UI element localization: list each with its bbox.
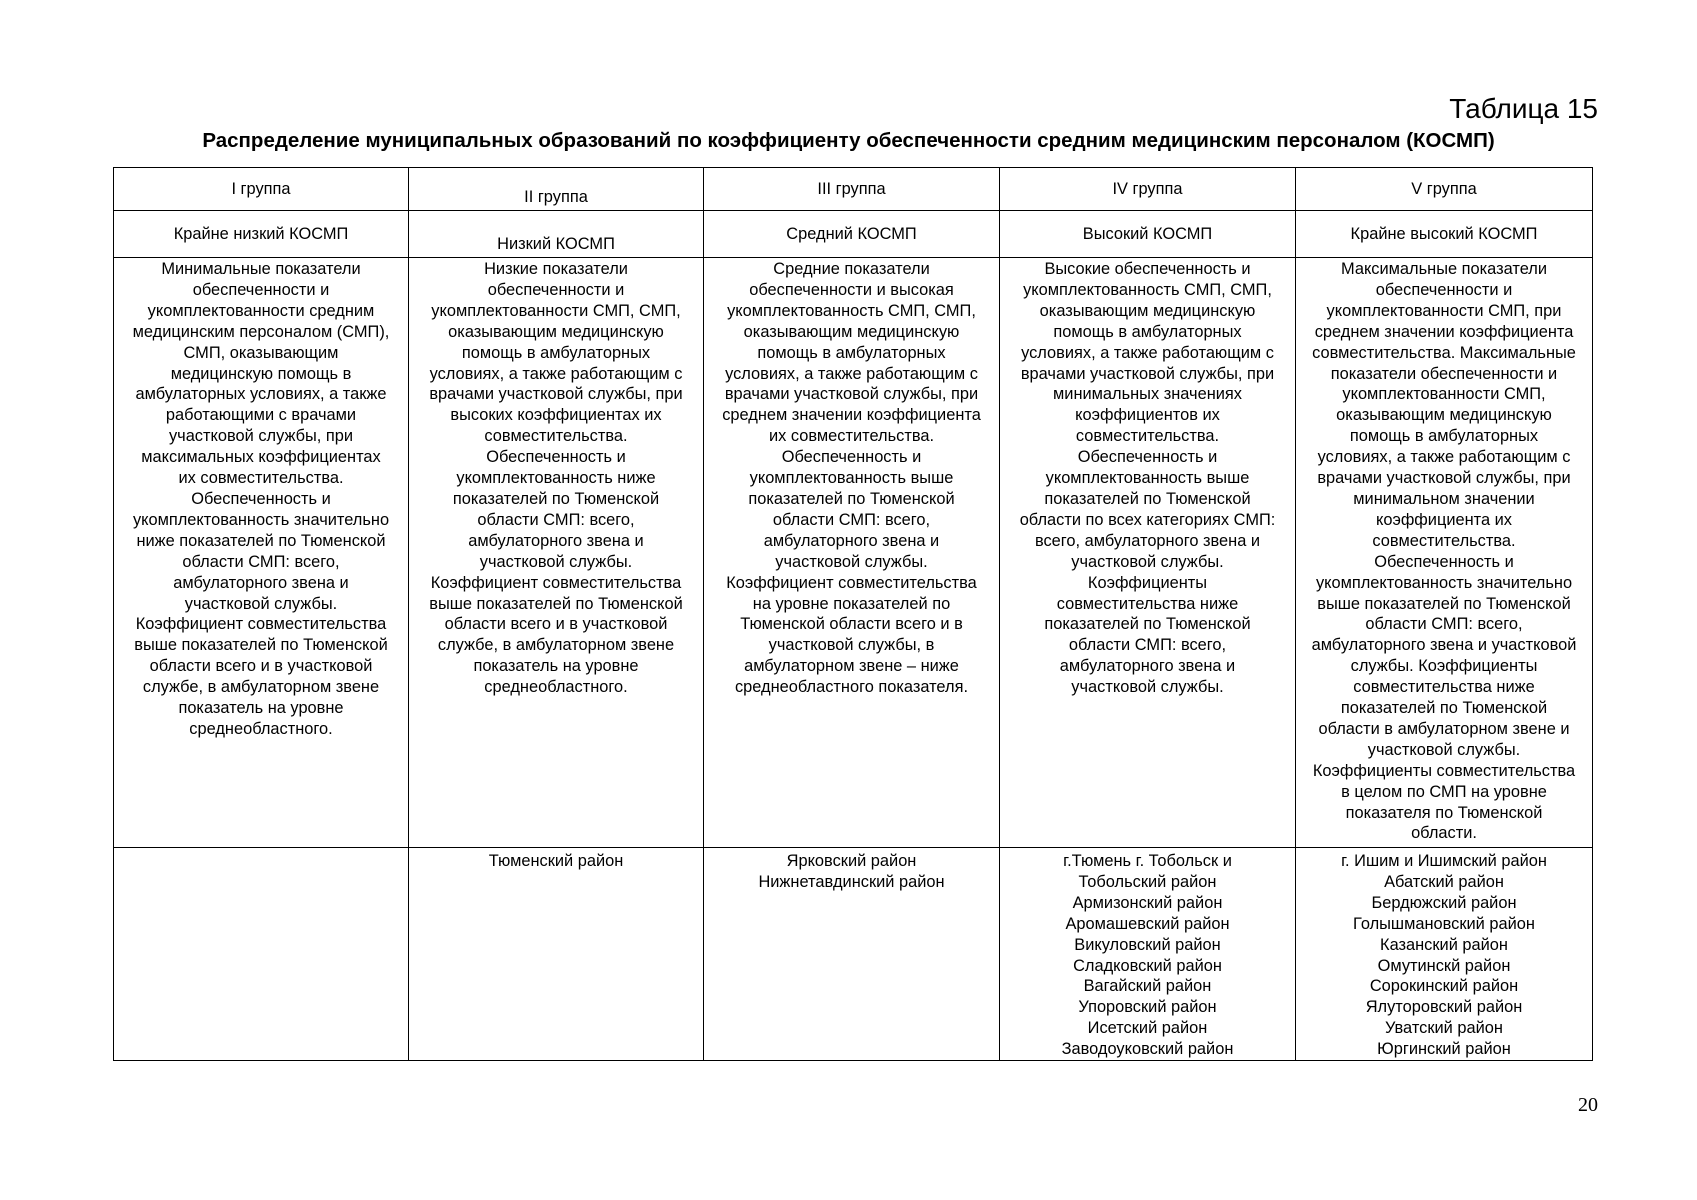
description-line: Обеспеченность и: [1077, 448, 1218, 467]
description-line: участковой службы, в: [768, 636, 935, 655]
description-line: укомплектованность выше: [1045, 469, 1250, 488]
description-line: области СМП: всего,: [1365, 615, 1523, 634]
description-line: помощь в амбулаторных: [1053, 322, 1242, 341]
group-header-cell: V группа: [1296, 168, 1593, 211]
level-cell: Высокий КОСМП: [1000, 211, 1296, 258]
description-line: врачами участковой службы, при: [724, 385, 979, 404]
districts-cell: [1000, 848, 1296, 1061]
district-name: Бердюжский район: [1371, 893, 1517, 912]
description-row: [114, 258, 1593, 848]
description-line: среднем значении коэффициента: [1314, 322, 1574, 341]
description-line: амбулаторного звена и участковой: [1311, 636, 1577, 655]
description-line: в целом по СМП на уровне: [1341, 782, 1547, 801]
description-line: службы. Коэффициенты: [1350, 657, 1538, 676]
district-name: Упоровский район: [1078, 998, 1217, 1017]
description-line: обеспеченности и: [192, 280, 330, 299]
description-line: врачами участковой службы, при: [429, 385, 683, 404]
description-line: показателей по Тюменской: [1044, 489, 1251, 508]
description-line: амбулаторного звена и: [173, 573, 349, 592]
description-line: Обеспеченность и: [781, 448, 922, 467]
description-line: Высокие обеспеченность и: [1044, 260, 1251, 278]
description-line: области.: [1411, 824, 1477, 843]
group-header-cell: I группа: [114, 168, 409, 211]
district-name: Юргинский район: [1377, 1040, 1511, 1059]
description-line: оказывающим медицинскую: [448, 322, 664, 341]
description-line: области СМП: всего,: [182, 552, 340, 571]
description-line: помощь в амбулаторных: [1349, 427, 1539, 446]
description-line: условиях, а также работающим с: [1317, 448, 1571, 467]
description-line: укомплектованности СМП, СМП,: [431, 301, 681, 320]
district-name: Армизонский район: [1072, 893, 1223, 912]
description-line: Максимальные показатели: [1341, 260, 1547, 278]
level-cell: Крайне низкий КОСМП: [114, 211, 409, 258]
district-name: Ялуторовский район: [1365, 998, 1523, 1017]
district-name: Вагайский район: [1083, 977, 1212, 996]
district-name: Омутинскй район: [1377, 956, 1511, 975]
description-line: укомплектованность СМП, СМП,: [1023, 280, 1272, 299]
description-line: участковой службы.: [775, 552, 928, 571]
description-line: участковой службы.: [1367, 740, 1521, 759]
description-line: Коэффициенты совместительства: [1312, 761, 1576, 780]
description-cell: [409, 258, 704, 848]
description-line: области всего и в участковой: [444, 615, 668, 634]
description-cell: [704, 258, 1000, 848]
description-line: выше показателей по Тюменской: [1317, 594, 1571, 613]
description-line: работающими с врачами: [165, 406, 357, 425]
description-line: амбулаторного звена и: [763, 531, 940, 550]
district-name: Исетский район: [1087, 1019, 1208, 1038]
description-line: коэффициента их: [1375, 510, 1512, 529]
description-line: службе, в амбулаторном звене: [142, 678, 380, 697]
description-line: укомплектованность значительно: [132, 510, 390, 529]
description-line: показателей по Тюменской: [1044, 615, 1251, 634]
description-line: максимальных коэффициентах: [141, 448, 381, 467]
description-line: области в амбулаторном звене и: [1318, 719, 1570, 738]
level-row: [114, 211, 1593, 258]
description-line: обеспеченности и: [487, 280, 625, 299]
description-line: амбулаторного звена и: [468, 531, 644, 550]
description-line: области СМП: всего,: [1068, 636, 1227, 655]
level-cell: Крайне высокий КОСМП: [1296, 211, 1593, 258]
description-line: укомплектованности СМП,: [1342, 385, 1546, 404]
description-line: ниже показателей по Тюменской: [136, 531, 386, 550]
description-line: коэффициентов их: [1075, 406, 1220, 425]
description-line: обеспеченности и высокая: [749, 280, 954, 299]
description-line: медицинскую помощь в: [170, 364, 352, 383]
districts-cell: [114, 848, 409, 1061]
description-line: Обеспеченность и: [191, 489, 331, 508]
description-line: совместительства. Максимальные: [1312, 343, 1576, 362]
district-name: Сорокинский район: [1369, 977, 1519, 996]
description-line: Средние показатели: [773, 260, 930, 278]
description-line: Минимальные показатели: [161, 260, 361, 278]
districts-cell: [704, 848, 1000, 1061]
description-line: укомплектованность СМП, СМП,: [727, 301, 976, 320]
description-line: укомплектованности СМП, при: [1326, 301, 1562, 320]
group-header-cell: II группа: [409, 168, 704, 211]
description-line: службе, в амбулаторном звене: [437, 636, 675, 655]
districts-cell: [1296, 848, 1593, 1061]
description-line: амбулаторного звена и: [1059, 657, 1236, 676]
district-name: Тобольский район: [1078, 872, 1217, 891]
description-line: участковой службы.: [184, 594, 338, 613]
description-line: помощь в амбулаторных: [461, 343, 651, 362]
districts-row: [114, 848, 1593, 1061]
description-line: Коэффициент совместительства: [430, 573, 682, 592]
table-label: Таблица 15: [1449, 93, 1598, 124]
description-line: показателей по Тюменской: [452, 489, 660, 508]
description-line: Коэффициент совместительства: [135, 615, 387, 634]
description-line: врачами участковой службы, при: [1020, 364, 1275, 383]
description-line: высоких коэффициентах их: [450, 406, 662, 425]
description-line: на уровне показателей по: [752, 594, 951, 613]
description-line: условиях, а также работающим с: [429, 364, 683, 383]
description-line: области по всех категориях СМП:: [1019, 510, 1276, 529]
description-line: области всего и в участковой: [149, 657, 373, 676]
description-line: выше показателей по Тюменской: [429, 594, 683, 613]
description-line: помощь в амбулаторных: [757, 343, 946, 362]
description-line: Коэффициенты: [1087, 573, 1208, 592]
description-line: их совместительства.: [768, 427, 935, 446]
description-line: совместительства.: [484, 427, 628, 446]
description-line: укомплектованности средним: [147, 301, 375, 320]
description-line: обеспеченности и: [1375, 280, 1513, 299]
description-line: укомплектованность ниже: [456, 469, 656, 488]
description-line: участковой службы.: [1071, 552, 1224, 571]
description-line: показатель на уровне: [473, 657, 639, 676]
description-line: Коэффициент совместительства: [726, 573, 977, 592]
description-line: участковой службы, при: [168, 427, 354, 446]
description-line: оказывающим медицинскую: [1336, 406, 1552, 425]
description-line: СМП, оказывающим: [183, 343, 339, 362]
description-line: показателей по Тюменской: [1340, 699, 1548, 718]
description-line: их совместительства.: [178, 469, 344, 488]
description-line: среднеобластного показателя.: [734, 678, 968, 697]
description-line: показателей по Тюменской: [748, 489, 955, 508]
page-number: 20: [1578, 1094, 1598, 1116]
district-name: Нижнетавдинский район: [758, 872, 945, 891]
description-line: среднем значении коэффициента: [722, 406, 981, 425]
description-line: врачами участковой службы, при: [1317, 469, 1571, 488]
district-name: Уватский район: [1385, 1019, 1503, 1038]
description-line: минимальных значениях: [1053, 385, 1242, 404]
group-header-cell: III группа: [704, 168, 1000, 211]
description-line: среднеобластного.: [484, 678, 628, 697]
description-line: Обеспеченность и: [1374, 552, 1514, 571]
level-cell: Низкий КОСМП: [409, 211, 704, 258]
description-line: Низкие показатели: [484, 260, 628, 278]
description-line: Обеспеченность и: [486, 448, 626, 467]
description-cell: [1000, 258, 1296, 848]
description-line: амбулаторном звене – ниже: [744, 657, 959, 676]
districts-cell: [409, 848, 704, 1061]
description-line: участковой службы.: [479, 552, 633, 571]
district-name: г. Ишим и Ишимский район: [1341, 852, 1547, 870]
description-line: укомплектованность значительно: [1315, 573, 1573, 592]
description-line: участковой службы.: [1071, 678, 1224, 697]
district-name: Тюменский район: [488, 852, 624, 870]
description-line: условиях, а также работающим с: [1021, 343, 1274, 362]
description-line: совместительства ниже: [1056, 594, 1239, 613]
group-header-cell: IV группа: [1000, 168, 1296, 211]
description-line: Тюменской области всего и в: [740, 615, 963, 634]
description-line: выше показателей по Тюменской: [134, 636, 388, 655]
description-line: оказывающим медицинскую: [743, 322, 960, 341]
district-name: Заводоуковский район: [1061, 1040, 1234, 1059]
document-title: Распределение муниципальных образований по коэффициенту обеспеченности средним медицинским персоналом (КОСМП): [202, 129, 1495, 152]
description-line: оказывающим медицинскую: [1039, 301, 1256, 320]
district-name: Аромашевский район: [1065, 914, 1230, 933]
description-line: медицинским персоналом (СМП),: [132, 322, 390, 341]
description-line: совместительства ниже: [1353, 678, 1535, 697]
level-cell: Средний КОСМП: [704, 211, 1000, 258]
district-name: Сладковский район: [1073, 956, 1222, 975]
description-line: совместительства.: [1075, 427, 1220, 446]
district-name: Голышмановский район: [1353, 914, 1535, 933]
description-line: всего, амбулаторного звена и: [1034, 531, 1261, 550]
description-line: области СМП: всего,: [477, 510, 635, 529]
district-name: Ярковский район: [786, 852, 917, 870]
description-line: условиях, а также работающим с: [725, 364, 978, 383]
district-name: Абатский район: [1384, 872, 1504, 891]
description-line: показатели обеспеченности и: [1330, 364, 1558, 383]
description-line: показателя по Тюменской: [1345, 803, 1543, 822]
district-name: Казанский район: [1380, 935, 1508, 954]
district-name: Викуловский район: [1074, 935, 1221, 954]
description-line: показатель на уровне: [178, 699, 344, 718]
description-line: минимальном значении: [1353, 489, 1535, 508]
group-header-row: [114, 168, 1593, 211]
description-line: совместительства.: [1372, 531, 1516, 550]
description-line: укомплектованность выше: [749, 469, 954, 488]
description-line: среднеобластного.: [189, 719, 333, 738]
description-line: области СМП: всего,: [772, 510, 931, 529]
description-cell: [1296, 258, 1593, 848]
district-name: г.Тюмень г. Тобольск и: [1063, 852, 1232, 870]
description-cell: [114, 258, 409, 848]
kosmp-distribution-table: [113, 167, 1593, 1061]
description-line: амбулаторных условиях, а также: [135, 385, 387, 404]
